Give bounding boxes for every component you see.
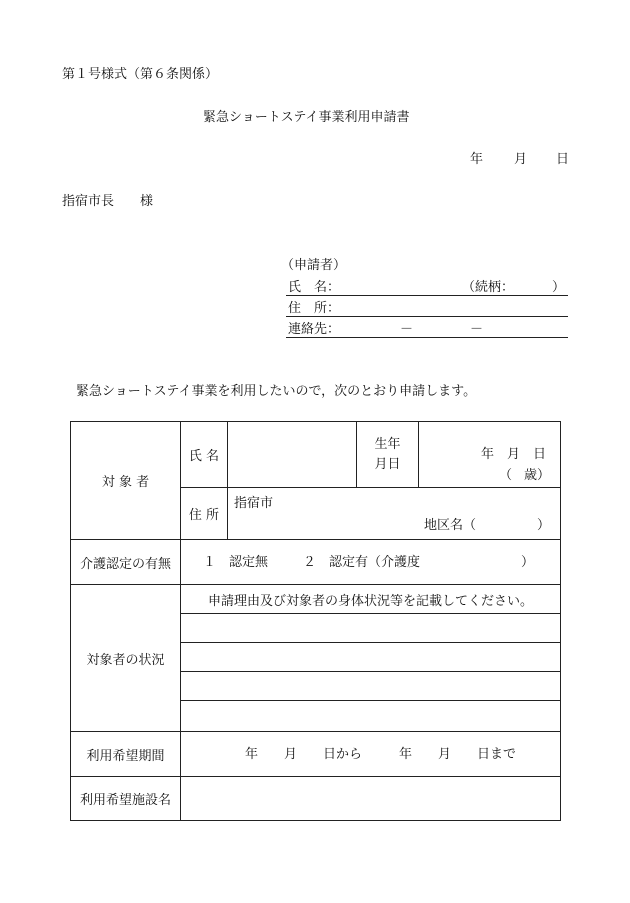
condition-line-3[interactable] [181,672,561,701]
age-close: 歳） [523,468,550,483]
applicant-contact-dash-2: － [470,322,484,337]
birth-input-cell[interactable] [419,422,561,488]
applicant-name-line[interactable] [286,295,568,296]
condition-instruction-cell [181,585,561,614]
name-label-cell [181,422,228,488]
condition-row-1 [71,585,561,614]
applicant-contact-dash-1: － [400,322,414,337]
condition-instruction: 申請理由及び対象者の身体状況等を記載してください。 [207,593,533,609]
form-number: 第１号様式（第６条関係） [62,67,219,82]
care-label-cell [71,540,181,585]
condition-line-4[interactable] [181,701,561,732]
care-label: 介護認定の有無 [79,556,171,572]
application-table [70,421,561,821]
care-options-cell[interactable] [181,540,561,585]
date-year-label: 年 [470,152,484,167]
applicant-contact-line[interactable] [286,337,568,338]
birth-label-cell [357,422,419,488]
care-option-none[interactable]: １ 認定無 [203,555,269,570]
applicant-contact-label: 連絡先： [288,322,341,337]
condition-label: 対象者の状況 [86,652,165,668]
date-day-label: 日 [556,152,570,167]
period-from: 年 月 日から [245,747,363,762]
addressee: 指宿市長 様 [62,194,154,209]
facility-label-cell [71,777,181,821]
period-input-cell[interactable] [181,732,561,777]
period-to: 年 月 日まで [399,747,517,762]
address-label: 住 所 [188,508,220,523]
district-close: ） [536,518,550,533]
facility-label: 利用希望施設名 [79,793,171,808]
applicant-address-label: 住 所： [288,301,341,316]
name-label: 氏 名 [188,449,220,464]
subject-name-row [71,422,561,488]
document-title: 緊急ショートステイ事業利用申請書 [203,110,410,125]
subject-label-cell [71,422,181,540]
period-label: 利用希望期間 [86,748,165,764]
address-input-cell[interactable] [228,488,561,540]
applicant-relation-label: （続柄： [462,280,515,295]
applicant-relation-close: ） [552,280,566,295]
age-open: （ [499,468,513,483]
address-label-cell [181,488,228,540]
condition-label-cell [71,585,181,732]
district-label: 地区名（ [424,518,477,533]
intro-text: 緊急ショートステイ事業を利用したいので，次のとおり申請します。 [76,384,477,399]
care-row [71,540,561,585]
condition-line-1[interactable] [181,614,561,643]
care-close: ） [521,555,535,570]
address-city: 指宿市 [234,496,274,511]
period-row [71,732,561,777]
applicant-address-line[interactable] [286,316,568,317]
facility-input-cell[interactable] [181,777,561,821]
applicant-name-label: 氏 名： [288,280,341,295]
name-input-cell[interactable] [228,422,357,488]
applicant-heading: （申請者） [281,258,347,273]
birth-ymd: 年 月 日 [480,447,546,462]
birth-label-line2: 月日 [374,456,401,472]
birth-label-line1: 生年 [374,436,401,452]
facility-row [71,777,561,821]
care-option-certified[interactable]: ２ 認定有（介護度 [303,555,421,570]
date-month-label: 月 [514,152,528,167]
period-label-cell [71,732,181,777]
subject-label: 対 象 者 [101,475,150,490]
condition-line-2[interactable] [181,643,561,672]
